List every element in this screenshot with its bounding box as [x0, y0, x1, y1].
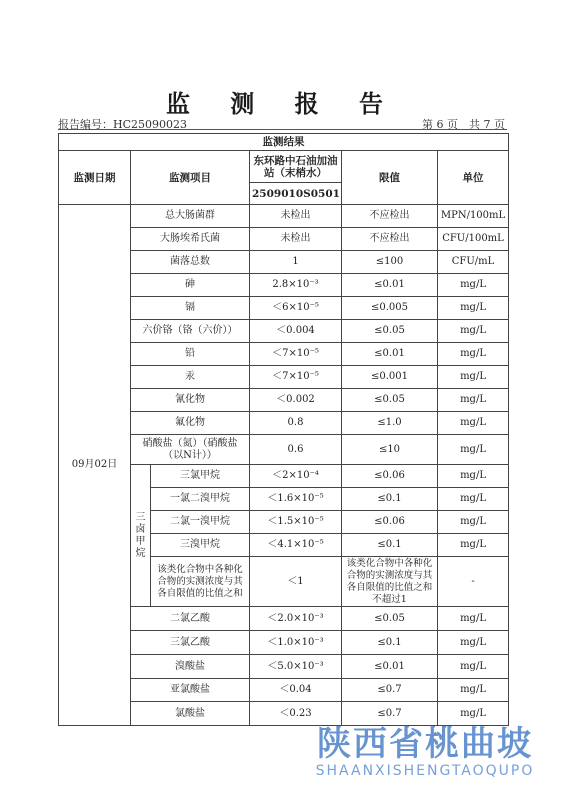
col-header-site: 东环路中石油加油站（末梢水）: [250, 151, 342, 183]
limit-cell: ≤0.01: [342, 655, 438, 679]
limit-cell: ≤0.06: [342, 465, 438, 488]
unit-cell: mg/L: [438, 366, 509, 389]
watermark-title: 陕西省桃曲坡: [317, 724, 533, 764]
unit-cell: CFU/mL: [438, 251, 509, 274]
item-cell: 砷: [131, 274, 250, 297]
unit-cell: mg/L: [438, 679, 509, 702]
value-cell: ＜4.1×10⁻⁵: [250, 534, 342, 557]
limit-cell: ≤1.0: [342, 412, 438, 435]
value-cell: 1: [250, 251, 342, 274]
limit-cell: ≤0.001: [342, 366, 438, 389]
limit-cell: ≤100: [342, 251, 438, 274]
unit-cell: mg/L: [438, 435, 509, 465]
unit-cell: mg/L: [438, 534, 509, 557]
limit-cell: ≤0.7: [342, 679, 438, 702]
column-header-row: [59, 151, 509, 183]
item-cell: 一氯二溴甲烷: [151, 488, 250, 511]
item-cell: 氰化物: [131, 389, 250, 412]
unit-cell: mg/L: [438, 297, 509, 320]
value-cell: 未检出: [250, 228, 342, 251]
value-cell: ＜1.6×10⁻⁵: [250, 488, 342, 511]
unit-cell: mg/L: [438, 343, 509, 366]
unit-cell: MPN/100mL: [438, 205, 509, 228]
item-cell: 总大肠菌群: [131, 205, 250, 228]
limit-cell: ≤0.01: [342, 274, 438, 297]
limit-cell: 不应检出: [342, 228, 438, 251]
limit-cell: ≤0.05: [342, 320, 438, 343]
unit-cell: mg/L: [438, 655, 509, 679]
item-cell: 六价铬（铬（六价））: [131, 320, 250, 343]
item-cell: 三氯甲烷: [151, 465, 250, 488]
value-cell: ＜0.23: [250, 702, 342, 726]
col-header-sample-id: 2509010S0501: [250, 183, 342, 205]
group-label-cell: 三卤甲烷: [131, 465, 151, 607]
col-header-unit: 单位: [438, 151, 509, 205]
limit-cell: ≤10: [342, 435, 438, 465]
unit-cell: mg/L: [438, 702, 509, 726]
limit-cell: ≤0.01: [342, 343, 438, 366]
value-cell: 0.8: [250, 412, 342, 435]
value-cell: ＜0.04: [250, 679, 342, 702]
item-cell: 三溴甲烷: [151, 534, 250, 557]
item-cell: 二氯乙酸: [131, 607, 250, 631]
item-cell: 三氯乙酸: [131, 631, 250, 655]
report-number: 报告编号：HC25090023: [58, 118, 187, 131]
value-cell: ＜6×10⁻⁵: [250, 297, 342, 320]
limit-cell: ≤0.1: [342, 631, 438, 655]
item-cell: 菌落总数: [131, 251, 250, 274]
unit-cell: mg/L: [438, 465, 509, 488]
unit-cell: -: [438, 557, 509, 607]
limit-cell: ≤0.1: [342, 534, 438, 557]
table-row: [59, 205, 509, 228]
monitoring-results-table: [58, 133, 509, 726]
unit-cell: mg/L: [438, 607, 509, 631]
value-cell: ＜7×10⁻⁵: [250, 343, 342, 366]
value-cell: 2.8×10⁻³: [250, 274, 342, 297]
value-cell: ＜5.0×10⁻³: [250, 655, 342, 679]
watermark-subtitle: SHAANXISHENGTAOQUPO: [315, 763, 535, 779]
item-cell: 硝酸盐（氮）（硝酸盐（以N计））: [131, 435, 250, 465]
value-cell: ＜7×10⁻⁵: [250, 366, 342, 389]
unit-cell: mg/L: [438, 511, 509, 534]
value-cell: ＜1.5×10⁻⁵: [250, 511, 342, 534]
unit-cell: mg/L: [438, 320, 509, 343]
item-cell: 汞: [131, 366, 250, 389]
item-cell: 氟化物: [131, 412, 250, 435]
section-header: 监测结果: [59, 134, 509, 151]
limit-cell: ≤0.7: [342, 702, 438, 726]
limit-cell: ≤0.05: [342, 389, 438, 412]
item-cell: 铅: [131, 343, 250, 366]
unit-cell: mg/L: [438, 488, 509, 511]
header-divider: [58, 129, 507, 130]
limit-cell: 该类化合物中各种化合物的实测浓度与其各自限值的比值之和不超过1: [342, 557, 438, 607]
item-cell: 亚氯酸盐: [131, 679, 250, 702]
value-cell: ＜0.004: [250, 320, 342, 343]
item-cell: 镉: [131, 297, 250, 320]
limit-cell: 不应检出: [342, 205, 438, 228]
limit-cell: ≤0.05: [342, 607, 438, 631]
limit-cell: ≤0.1: [342, 488, 438, 511]
unit-cell: mg/L: [438, 389, 509, 412]
value-cell: ＜1: [250, 557, 342, 607]
page-title: 监 测 报 告: [165, 89, 400, 118]
value-cell: ＜2.0×10⁻³: [250, 607, 342, 631]
value-cell: ＜2×10⁻⁴: [250, 465, 342, 488]
unit-cell: mg/L: [438, 274, 509, 297]
item-cell: 大肠埃希氏菌: [131, 228, 250, 251]
unit-cell: CFU/100mL: [438, 228, 509, 251]
watermark: [300, 725, 550, 779]
section-header-row: [59, 134, 509, 151]
value-cell: 0.6: [250, 435, 342, 465]
limit-cell: ≤0.005: [342, 297, 438, 320]
col-header-limit: 限值: [342, 151, 438, 205]
item-cell: 氯酸盐: [131, 702, 250, 726]
col-header-date: 监测日期: [59, 151, 131, 205]
unit-cell: mg/L: [438, 631, 509, 655]
col-header-item: 监测项目: [131, 151, 250, 205]
unit-cell: mg/L: [438, 412, 509, 435]
item-cell: 二氯一溴甲烷: [151, 511, 250, 534]
page-number: 第 6 页 共 7 页: [422, 118, 505, 131]
value-cell: ＜1.0×10⁻³: [250, 631, 342, 655]
value-cell: 未检出: [250, 205, 342, 228]
value-cell: ＜0.002: [250, 389, 342, 412]
item-cell: 溴酸盐: [131, 655, 250, 679]
item-cell: 该类化合物中各种化合物的实测浓度与其各自限值的比值之和: [151, 557, 250, 607]
date-cell: 09月02日: [59, 205, 131, 726]
limit-cell: ≤0.06: [342, 511, 438, 534]
